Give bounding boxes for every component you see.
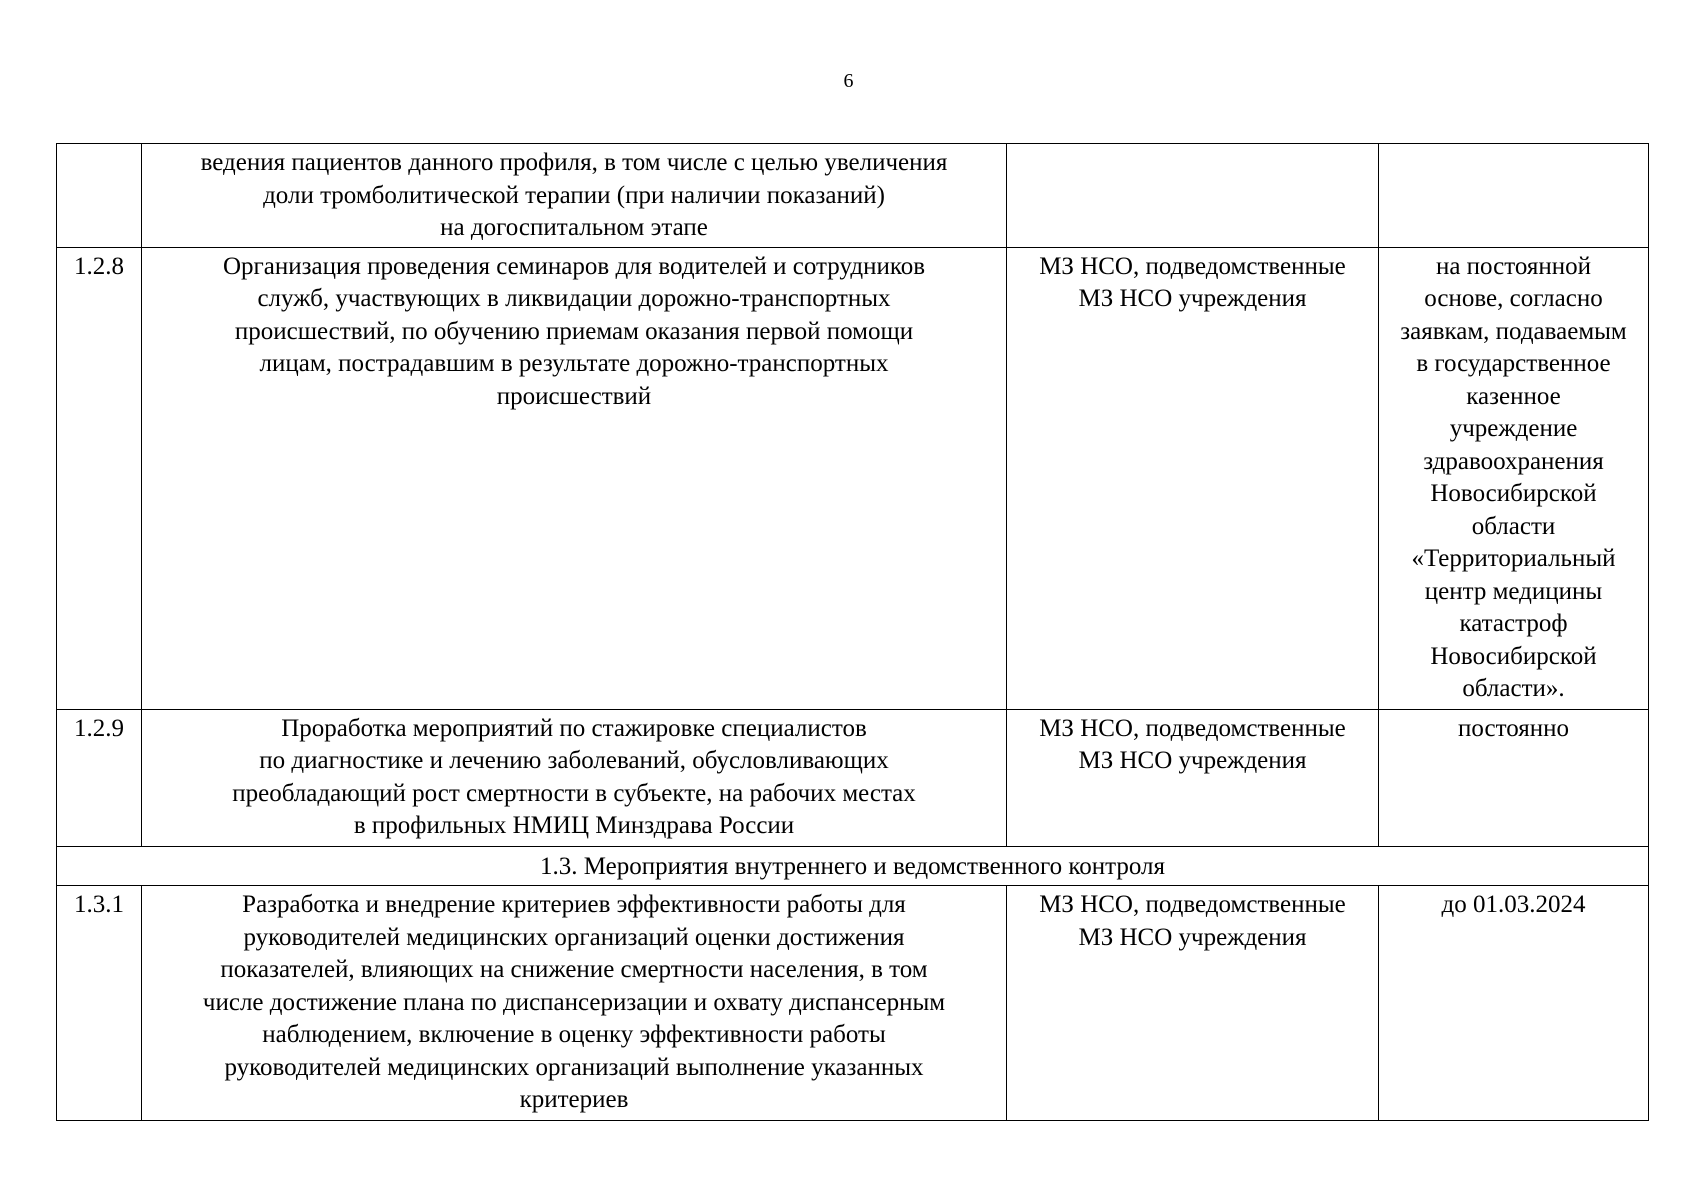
row-number xyxy=(57,144,142,248)
row-deadline: постоянно xyxy=(1379,709,1649,846)
row-number: 1.3.1 xyxy=(57,886,142,1121)
row-responsible xyxy=(1007,144,1379,248)
row-measure-text: Разработка и внедрение критериев эффективности работы для руководителей медицинских организаций оценки достижения показателей, влияющих на снижение смертности населения, в том числе достижение плана по диспансеризации и охвату диспансерным наблюдением, включение в оценку эффективности работы руководителей медицинских организаций выполнение указанных критериев xyxy=(142,886,1007,1121)
row-deadline: на постоянной основе, согласно заявкам, подаваемым в государственное казенное учреждение здравоохранения Новосибирской области «Территориальный центр медицины катастроф Новосибирской области». xyxy=(1379,247,1649,709)
row-deadline: до 01.03.2024 xyxy=(1379,886,1649,1121)
page-number: 6 xyxy=(843,70,854,92)
table-row-1-2-9 xyxy=(57,709,1649,846)
table-row-1-2-8 xyxy=(57,247,1649,709)
row-measure-text: Организация проведения семинаров для водителей и сотрудников служб, участвующих в ликвидации дорожно-транспортных происшествий, по обучению приемам оказания первой помощи лицам, пострадавшим в результате дорожно-транспортных происшествий xyxy=(142,247,1007,709)
row-responsible: МЗ НСО, подведомственные МЗ НСО учреждения xyxy=(1007,886,1379,1121)
section-title: 1.3. Мероприятия внутреннего и ведомственного контроля xyxy=(57,846,1649,886)
row-responsible: МЗ НСО, подведомственные МЗ НСО учреждения xyxy=(1007,709,1379,846)
row-measure-text: Проработка мероприятий по стажировке специалистов по диагностике и лечению заболеваний, обусловливающих преобладающий рост смертности в субъекте, на рабочих местах в профильных НМИЦ Минздрава России xyxy=(142,709,1007,846)
row-number: 1.2.9 xyxy=(57,709,142,846)
table-row-continuation xyxy=(57,144,1649,248)
row-number: 1.2.8 xyxy=(57,247,142,709)
table-row-1-3-1 xyxy=(57,886,1649,1121)
row-deadline xyxy=(1379,144,1649,248)
measures-table xyxy=(56,143,1649,1121)
row-responsible: МЗ НСО, подведомственные МЗ НСО учреждения xyxy=(1007,247,1379,709)
section-header-row xyxy=(57,846,1649,886)
row-measure-text: ведения пациентов данного профиля, в том числе с целью увеличения доли тромболитической терапии (при наличии показаний) на догоспитальном этапе xyxy=(142,144,1007,248)
